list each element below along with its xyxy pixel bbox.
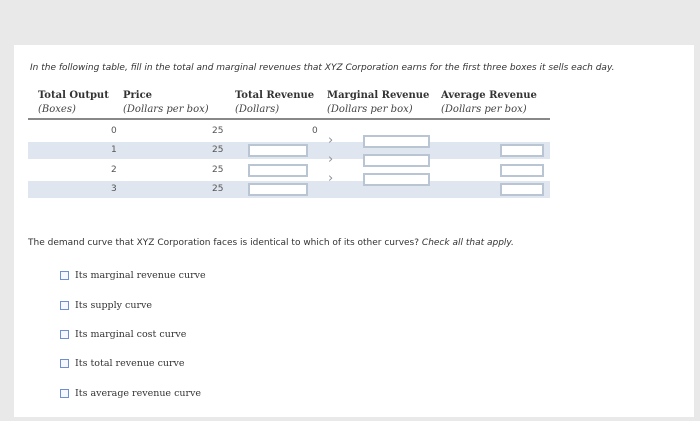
output-cell: 3 [111, 184, 117, 194]
price-cell: 25 [212, 165, 224, 175]
header-marginal-revenue [327, 89, 429, 117]
checkbox-icon[interactable] [60, 330, 69, 339]
marginal-revenue-input-1[interactable] [363, 135, 430, 148]
average-revenue-input-1[interactable] [500, 144, 544, 157]
marginal-revenue-input-2[interactable] [363, 154, 430, 167]
price-cell: 25 [212, 126, 224, 136]
question-instruction: Check all that apply. [421, 238, 514, 248]
option-marginal-revenue-curve[interactable] [60, 268, 206, 282]
header-total-output-title: Total Output [38, 90, 109, 101]
total-revenue-input-3[interactable] [248, 183, 308, 196]
header-price [123, 89, 209, 117]
checkbox-icon[interactable] [60, 271, 69, 280]
total-revenue-cell: 0 [312, 126, 318, 136]
output-cell: 1 [111, 145, 117, 155]
marginal-revenue-input-3[interactable] [363, 173, 430, 186]
price-cell: 25 [212, 145, 224, 155]
table-header-divider [28, 118, 550, 120]
instructions-text: In the following table, fill in the total and marginal revenues that XYZ Corporation earns for the first three boxes it sells each day. [30, 63, 615, 73]
table-row [28, 123, 550, 140]
option-supply-curve[interactable] [60, 298, 152, 312]
checkbox-icon[interactable] [60, 301, 69, 310]
header-average-revenue-title: Average Revenue [441, 90, 537, 101]
header-price-title: Price [123, 90, 153, 101]
total-revenue-input-1[interactable] [248, 144, 308, 157]
question-prompt: The demand curve that XYZ Corporation faces is identical to which of its other curves? [28, 238, 420, 248]
option-total-revenue-curve[interactable] [60, 356, 185, 370]
header-total-revenue [235, 89, 314, 117]
chevron-right-icon: › [328, 171, 334, 186]
output-cell: 2 [111, 165, 117, 175]
option-label: Its supply curve [75, 299, 153, 311]
checkbox-icon[interactable] [60, 389, 69, 398]
average-revenue-input-3[interactable] [500, 183, 544, 196]
chevron-right-icon: › [328, 152, 334, 167]
header-total-revenue-title: Total Revenue [235, 90, 315, 101]
total-revenue-input-2[interactable] [248, 164, 308, 177]
checkbox-icon[interactable] [60, 359, 69, 368]
header-total-revenue-unit: (Dollars) [235, 104, 280, 115]
option-label: Its marginal revenue curve [75, 269, 206, 281]
option-label: Its average revenue curve [75, 387, 202, 399]
option-average-revenue-curve[interactable] [60, 386, 201, 400]
average-revenue-input-2[interactable] [500, 164, 544, 177]
output-cell: 0 [111, 126, 117, 136]
option-label: Its total revenue curve [75, 357, 185, 369]
option-marginal-cost-curve[interactable] [60, 327, 186, 341]
header-total-output-unit: (Boxes) [38, 104, 76, 115]
header-marginal-revenue-unit: (Dollars per box) [327, 104, 413, 115]
price-cell: 25 [212, 184, 224, 194]
option-label: Its marginal cost curve [75, 328, 187, 340]
header-average-revenue [441, 89, 537, 117]
header-price-unit: (Dollars per box) [123, 104, 209, 115]
question-text [28, 238, 514, 248]
chevron-right-icon: › [328, 133, 334, 148]
header-average-revenue-unit: (Dollars per box) [441, 104, 527, 115]
header-total-output [38, 89, 109, 117]
header-marginal-revenue-title: Marginal Revenue [327, 90, 430, 101]
